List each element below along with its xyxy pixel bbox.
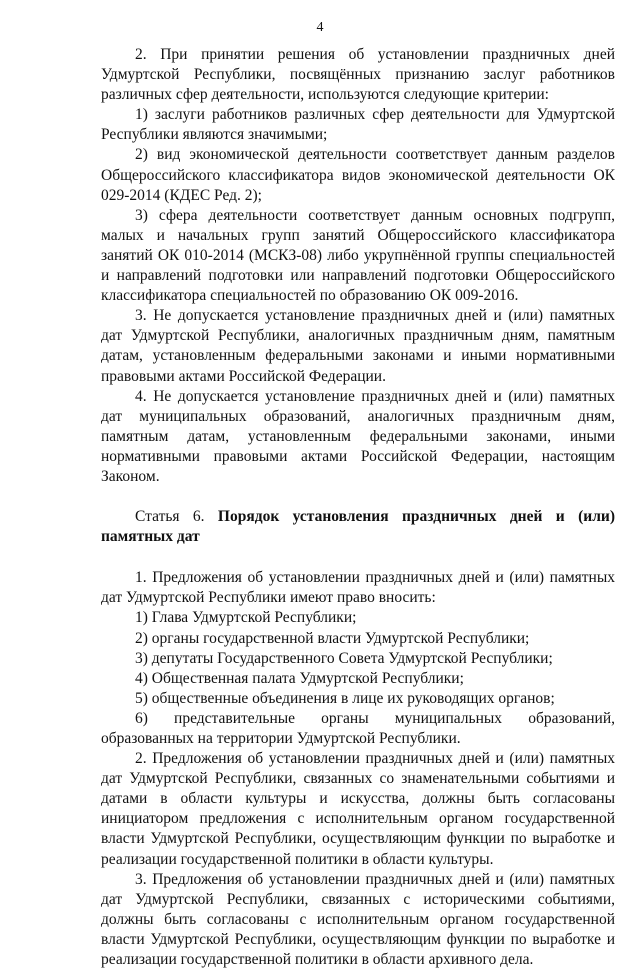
criterion-3: 3) сфера деятельности соответствует данным основных подгрупп, малых и начальных групп занятий Общероссийского классификатора занятий ОК 010-2014 (МСКЗ-08) либо укрупнённой группы специальностей и направлений подготовки или направлений подготовки Общероссийского классификатора специальностей по образованию ОК 009-2016.: [101, 206, 615, 305]
list-item: 6) представительные органы муниципальных образований, образованных на территории Удмуртской Республики.: [101, 709, 615, 747]
list-item: 5) общественные объединения в лице их руководящих органов;: [135, 689, 555, 707]
page-number: 4: [316, 20, 324, 35]
list-item: 1) Глава Удмуртской Республики;: [135, 609, 357, 627]
article-6-label: Статья 6.: [135, 508, 218, 526]
list-item: 2) органы государственной власти Удмуртской Республики;: [135, 629, 530, 647]
article-6-paragraph-2: 2. Предложения об установлении праздничных дней и (или) памятных дат Удмуртской Республики, связанных со знаменательными событиями и датами в области культуры и искусства, должны быть согласованы инициатором предложения с исполнительным органом государственной власти Удмуртской Республики, осуществляющим функции по выработке и реализации государственной политики в области культуры.: [101, 750, 615, 868]
document-body: [101, 45, 615, 970]
paragraph-criteria-intro: 2. При принятии решения об установлении праздничных дней Удмуртской Республики, посвящённых признанию заслуг работников различных сфер деятельности, используются следующие критерии:: [101, 46, 615, 104]
article-6-paragraph-1: 1. Предложения об установлении праздничных дней и (или) памятных дат Удмуртской Республики имеют право вносить:: [101, 569, 615, 607]
criterion-2: 2) вид экономической деятельности соответствует данным разделов Общероссийского классификатора видов экономической деятельности ОК 029-2014 (КДЕС Ред. 2);: [101, 146, 615, 204]
paragraph-4: 4. Не допускается установление праздничных дней и (или) памятных дат муниципальных образований, аналогичных праздничным дням, памятным датам, установленным федеральными законами, иными нормативными правовыми актами Российской Федерации, настоящим Законом.: [101, 387, 615, 485]
paragraph-3: 3. Не допускается установление праздничных дней и (или) памятных дат Удмуртской Республики, аналогичных праздничным дням, памятным датам, установленным федеральными законами и иными нормативными правовыми актами Российской Федерации.: [101, 307, 615, 385]
list-item: 3) депутаты Государственного Совета Удмуртской Республики;: [135, 649, 553, 667]
criterion-1: 1) заслуги работников различных сфер деятельности для Удмуртской Республики являются значимыми;: [101, 106, 615, 144]
article-6-title: Порядок установления праздничных дней и (или) памятных дат: [101, 508, 615, 546]
article-6-heading: [101, 507, 615, 547]
article-6-paragraph-3: 3. Предложения об установлении праздничных дней и (или) памятных дат Удмуртской Республики, связанных с историческими событиями, должны быть согласованы с исполнительным органом государственной власти Удмуртской Республики, осуществляющим функции по выработке и реализации государственной политики в области архивного дела.: [101, 870, 615, 969]
list-item: 4) Общественная палата Удмуртской Республики;: [135, 669, 464, 687]
